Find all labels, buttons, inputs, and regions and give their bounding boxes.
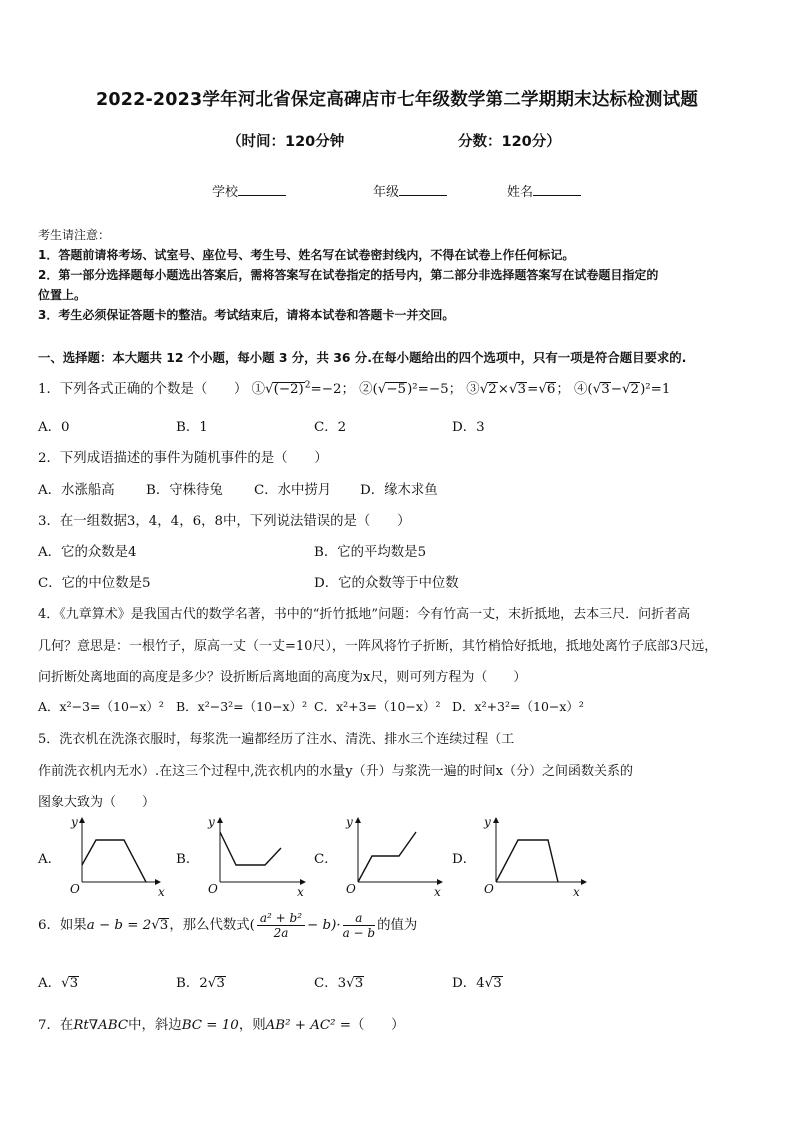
notice-item-3: 3．考生必须保证答题卡的整洁。考试结束后，请将本试卷和答题卡一并交回。 [38,308,455,322]
q1-expr1-label: ① [251,382,266,397]
graph-a-y-label: y [71,815,78,829]
q6-fraction-2-den: a − b [342,926,376,940]
radical-sign: √ [151,918,160,933]
q4-option-b[interactable]: B．x²−3²=（10−x）² [176,699,308,714]
exam-time: （时间：120分钟 [227,134,345,150]
notice-item-2: 2．第一部分选择题每小题选出答案后，需将答案写在试卷指定的括号内，第二部分非选择题答案写在试卷题目指定的 [38,268,659,282]
q1-option-c[interactable]: C．2 [314,420,347,435]
q6-minus-b: − b)· [307,918,341,933]
q5-option-d[interactable]: D． [452,852,477,867]
q6-option-a-radicand: 3 [69,976,79,991]
q6-option-c-radicand: 3 [354,976,364,991]
question-3: 3．在一组数据3，4，4，6，8中，下列说法错误的是（ ） [38,514,411,529]
q7-triangle: Rt∇ABC [73,1018,129,1033]
graph-b-origin: O [208,882,218,896]
q1-expr3-times: × [497,382,509,397]
q1-option-b[interactable]: B．1 [176,420,208,435]
graph-d-origin: O [484,882,494,896]
radical-sign: √ [61,976,70,991]
q6-stem-pre: 6．如果 [38,918,87,933]
graph-a [70,815,165,899]
name-blank[interactable] [533,183,581,196]
q7-hypotenuse: BC = 10 [181,1018,239,1033]
radical-sign: √ [484,976,494,991]
radical-sign: √ [479,382,489,397]
q6-option-d[interactable] [452,972,503,991]
exam-score: 分数：120分） [458,134,561,150]
q6-stem-mid: ，那么代数式 [169,918,250,933]
graph-c-x-label: x [434,885,441,899]
q6-fraction-2 [343,911,376,940]
graph-c [345,815,442,899]
graph-b-y-label: y [208,815,215,829]
notice-heading: 考生请注意： [38,228,111,242]
q1-expr2-label: ②( [359,382,378,397]
exam-title: 2022-2023学年河北省保定高碑店市七年级数学第二学期期末达标检测试题 [95,90,699,110]
graph-d-curve [496,840,558,882]
q5-option-b[interactable]: B． [176,852,200,867]
radical-sign: √ [621,382,631,397]
grade-blank[interactable] [399,183,447,196]
q3-option-a[interactable]: A．它的众数是4 [38,545,137,560]
school-label: 学校 [212,185,239,200]
graph-c-origin: O [346,882,356,896]
q1-expr3-label: ③ [466,382,480,397]
question-4-line-2: 几何？意思是：一根竹子，原高一丈（一丈=10尺），一阵风将竹子折断，其竹梢恰好抵地，抵地处离竹子底部3尺远， [38,639,718,654]
q6-option-a[interactable] [38,972,79,991]
q1-expr1-result: =−2； [310,382,355,397]
radical-sign: √ [265,382,274,397]
graph-c-curve [358,832,416,882]
q1-expr3-sep: ； [556,382,570,397]
q6-option-b-radicand: 3 [216,976,225,991]
q6-fraction-2-num: a [343,911,376,926]
q4-option-a[interactable]: A．x²−3=（10−x）² [38,699,164,714]
radical-sign: √ [538,382,547,397]
q1-expr4-radicand-2: 2 [630,382,640,397]
q5-option-c[interactable]: C． [314,852,338,867]
graph-b-curve [220,832,281,865]
school-field [212,181,286,200]
graph-a-origin: O [70,882,80,896]
q5-graphs [0,810,794,900]
graph-c-y-label: y [346,815,353,829]
q7-stem-mid2: ，则 [238,1018,266,1033]
q1-expr4-label: ④( [574,382,593,397]
question-5-line-2: 作前洗衣机内无水）.在这三个过程中,洗衣机内的水量y（升）与浆洗一遍的时间x（分）之间函数关系的 [38,764,633,779]
section-heading: 一、选择题：本大题共 12 个小题，每小题 3 分，共 36 分.在每小题给出的四个选项中，只有一项是符合题目要求的. [38,350,687,365]
q1-expr3-radicand-3: 6 [546,382,556,397]
q1-option-a[interactable]: A．0 [38,420,70,435]
q6-option-c-label: C．3 [314,976,347,991]
notice-item-1: 1．答题前请将考场、试室号、座位号、考生号、姓名写在试卷密封线内，不得在试卷上作任何标记。 [38,248,575,262]
q1-expr2-radicand: −5 [386,382,407,397]
q3-option-b[interactable]: B．它的平均数是5 [314,545,427,560]
q6-condition-radicand: 3 [159,918,169,933]
q1-expr3-equals: = [527,382,539,397]
question-4-line-3: 问折断处离地面的高度是多少？设折断后离地面的高度为x尺，则可列方程为（ ） [38,670,527,685]
q1-expr2-result: )²=−5； [407,382,463,397]
q2-option-b[interactable]: B．守株待兔 [146,483,223,498]
q5-option-a[interactable]: A． [38,852,62,867]
q6-fraction-1-den: 2a [273,926,289,940]
q3-option-c[interactable]: C．它的中位数是5 [38,576,151,591]
q6-option-b[interactable] [176,972,226,991]
notice-item-2-cont: 位置上。 [38,288,87,302]
q7-stem-mid: 中，斜边 [128,1018,182,1033]
q6-paren-open: ( [249,918,255,933]
question-1 [38,378,670,397]
q6-stem-post: 的值为 [377,918,418,933]
graph-a-x-label: x [158,885,165,899]
q4-option-d[interactable]: D．x²+3²=（10−x）² [452,699,584,714]
q1-option-d[interactable]: D．3 [452,420,485,435]
graph-d [483,815,586,899]
name-field [507,181,581,200]
graph-a-curve [82,840,146,882]
question-6 [38,911,417,940]
q6-condition: a − b = 2 [86,918,152,933]
q7-stem-post: （ ） [350,1018,405,1033]
q2-option-d[interactable]: D．缘木求鱼 [360,483,438,498]
school-blank[interactable] [238,183,286,196]
q1-expr3-radicand-2: 3 [517,382,527,397]
graph-d-y-label: y [484,815,491,829]
graph-b-x-label: x [297,885,304,899]
q2-option-a[interactable]: A．水涨船高 [38,483,115,498]
grade-field [373,181,447,200]
q6-option-d-radicand: 3 [493,976,502,991]
q1-expr4-result: )²=1 [640,382,671,397]
q2-option-c[interactable]: C．水中捞月 [254,483,332,498]
q1-expr4-minus: − [610,382,622,397]
q4-option-c[interactable]: C．x²+3=（10−x）² [314,699,441,714]
q1-expr1-exp: 2 [304,380,311,391]
name-label: 姓名 [507,185,534,200]
question-5-line-1: 5．洗衣机在洗涤衣服时，每浆洗一遍都经历了注水、清洗、排水三个连续过程（工 [38,732,515,747]
grade-label: 年级 [373,185,400,200]
radical-sign: √ [207,976,217,991]
q1-stem: 1．下列各式正确的个数是（ ） [38,382,248,397]
graph-d-x-label: x [573,885,580,899]
q6-fraction-1-num: a² + b² [257,911,305,926]
q6-fraction-1 [257,911,305,940]
radical-sign: √ [377,382,387,397]
question-7 [38,1014,405,1033]
q1-expr1-radicand: (−2) [273,382,304,397]
question-4-line-1: 4．《九章算术》是我国古代的数学名著，书中的“折竹抵地”问题：今有竹高一丈，末折抵地，去本三尺．问折者高 [38,607,691,622]
radical-sign: √ [509,382,518,397]
q6-option-b-label: B．2 [176,976,208,991]
question-5-line-3: 图象大致为（ ） [38,795,156,810]
graph-b [207,815,305,899]
question-2: 2．下列成语描述的事件为随机事件的是（ ） [38,451,328,466]
q3-option-d[interactable]: D．它的众数等于中位数 [314,576,459,591]
radical-sign: √ [346,976,355,991]
q7-expression: AB² + AC² = [265,1018,351,1033]
q6-option-c[interactable] [314,972,364,991]
radical-sign: √ [592,382,602,397]
q6-option-d-label: D．4 [452,976,485,991]
q1-expr4-radicand-1: 3 [601,382,610,397]
q1-expr3-radicand-1: 2 [488,382,497,397]
q6-option-a-label: A． [38,976,62,991]
q7-stem-pre: 7．在 [38,1018,74,1033]
